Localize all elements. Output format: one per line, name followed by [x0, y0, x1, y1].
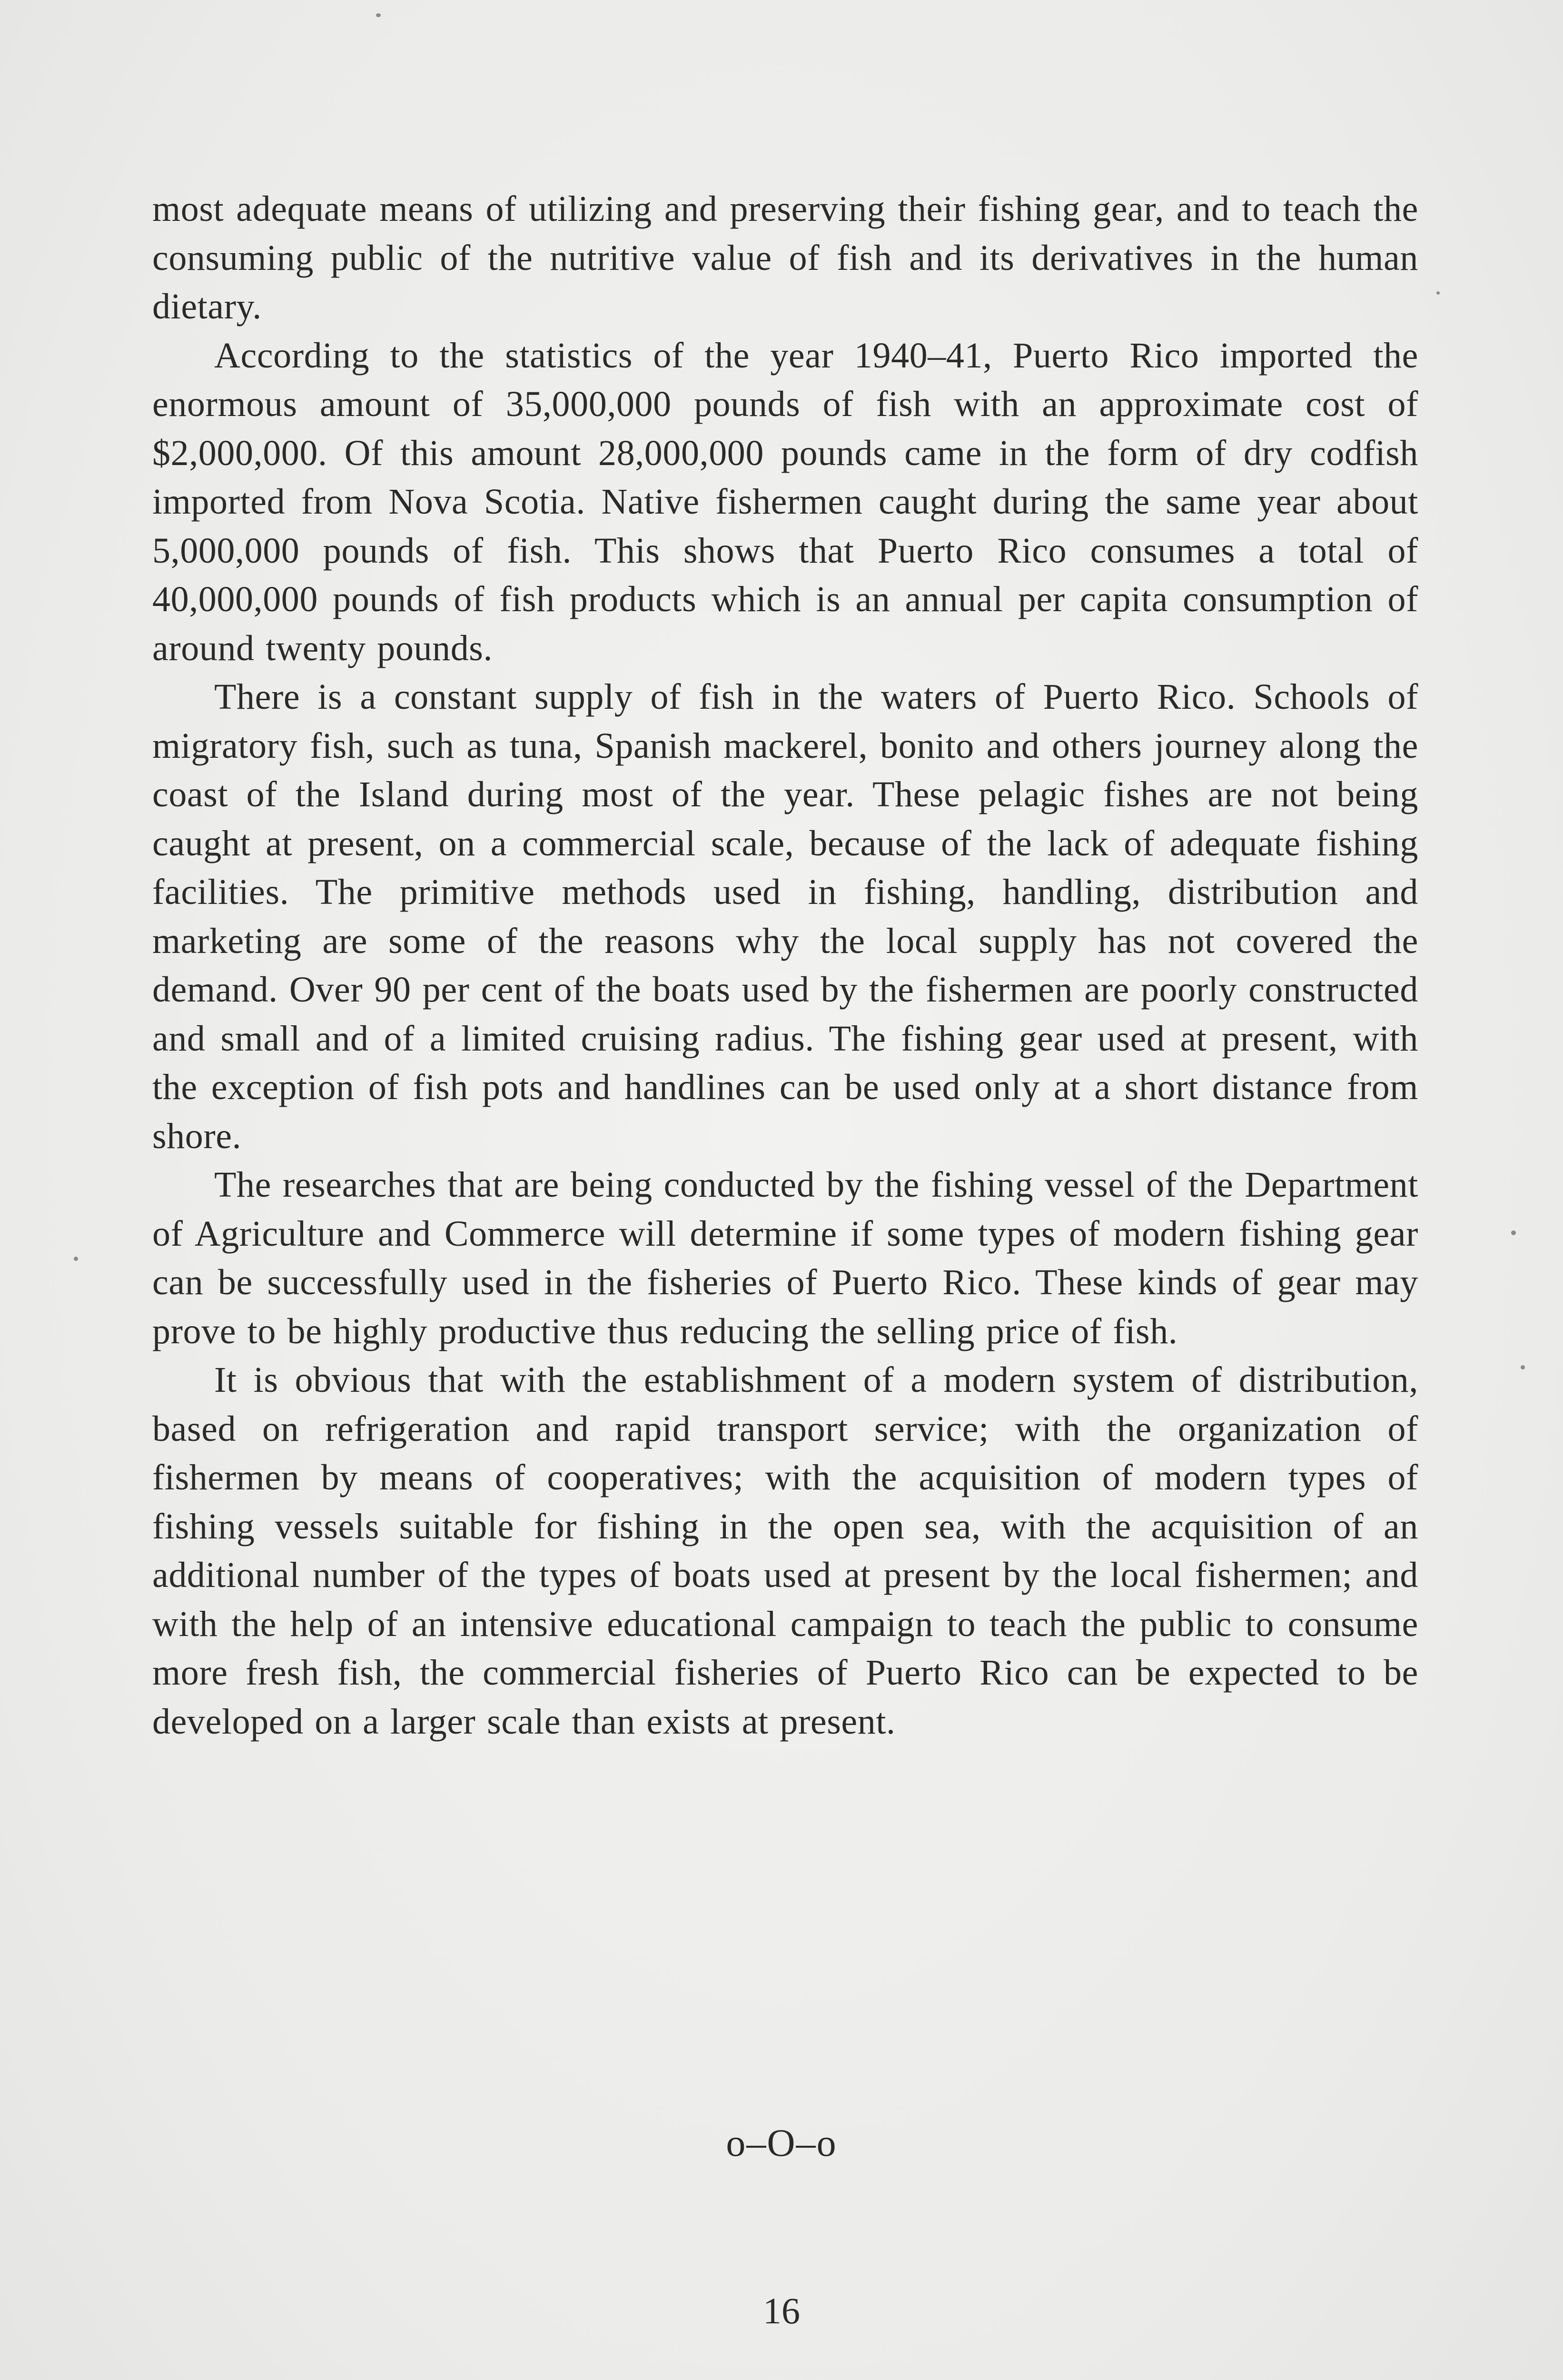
paragraph: The researches that are being conducted by the fishing vessel of the Department of Agriculture and Commerce will determine if some types of modern fishing gear can be successfully used in the fisheries of Puerto Rico. These kinds of gear may prove to be highly productive thus reducing the selling price of fish. [152, 1165, 1418, 1351]
paragraph: There is a constant supply of fish in the waters of Puerto Rico. Schools of migratory fish, such as tuna, Spanish mackerel, bonito and others journey along the coast of the Island during most of the year. These pelagic fishes are not being caught at present, on a commercial scale, because of the lack of adequate fishing facilities. The primitive methods used in fishing, handling, distribution and marketing are some of the reasons why the local supply has not covered the demand. Over 90 per cent of the boats used by the fishermen are poorly constructed and small and of a limited cruising radius. The fishing gear used at present, with the exception of fish pots and handlines can be used only at a short distance from shore. [152, 677, 1418, 1156]
section-ornament: o–O–o [726, 2121, 837, 2164]
paper-speck [376, 13, 381, 17]
paper-speck [74, 1257, 78, 1261]
paragraph: According to the statistics of the year 1940–41, Puerto Rico imported the enormous amount of 35,000,000 pounds of fish with an approximate cost of $2,000,000. Of this amount 28,000,000 pounds came in the form of dry codfish imported from Nova Scotia. Native fishermen caught during the same year about 5,000,000 pounds of fish. This shows that Puerto Rico consumes a total of 40,000,000 pounds of fish products which is an annual per capita consumption of around twenty pounds. [152, 335, 1418, 668]
paper-speck [1521, 1365, 1525, 1369]
paper-speck [1436, 291, 1440, 295]
page-number: 16 [763, 2290, 800, 2331]
body-text [152, 185, 1418, 1746]
paper-speck [1511, 1230, 1516, 1235]
paragraph: It is obvious that with the establishment of a modern system of distribution, based on refrigeration and rapid transport service; with the organization of fishermen by means of cooperatives; with the acquisition of modern types of fishing vessels suitable for fishing in the open sea, with the acquisition of an additional number of the types of boats used at present by the local fishermen; and with the help of an intensive educational campaign to teach the public to consume more fresh fish, the commercial fisheries of Puerto Rico can be expected to be developed on a larger scale than exists at present. [152, 1360, 1418, 1742]
paragraph: most adequate means of utilizing and preserving their fishing gear, and to teach the consuming public of the nutritive value of fish and its derivatives in the human dietary. [152, 189, 1418, 327]
